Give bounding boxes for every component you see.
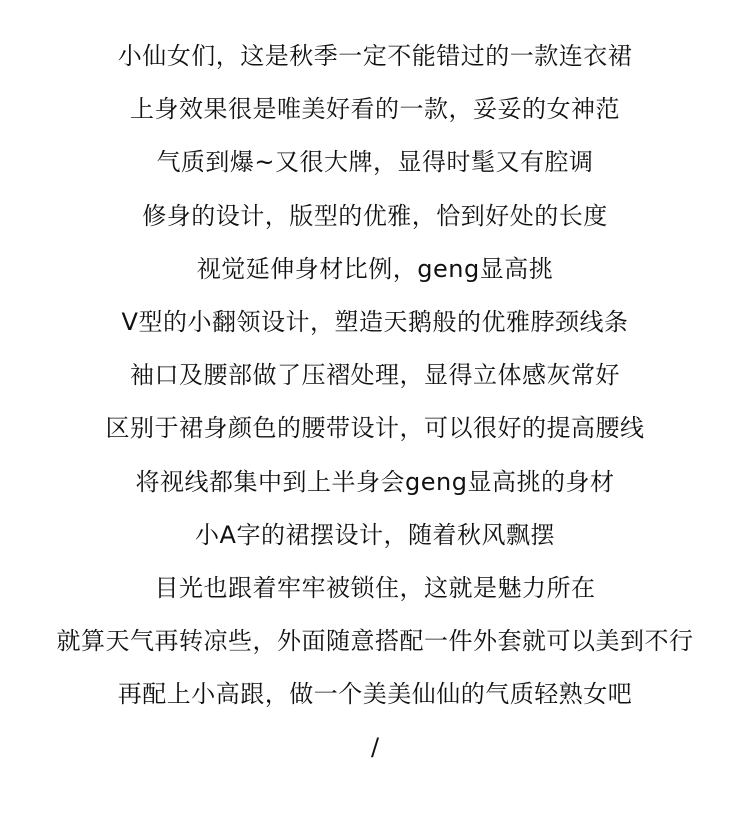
text-line: V型的小翻领设计，塑造天鹅般的优雅脖颈线条 xyxy=(121,307,629,336)
text-line: 气质到爆~又很大牌，显得时髦又有腔调 xyxy=(156,148,594,177)
text-line: 上身效果很是唯美好看的一款，妥妥的女神范 xyxy=(130,95,620,124)
slash-mark: / xyxy=(370,733,380,762)
text-line: 修身的设计，版型的优雅，恰到好处的长度 xyxy=(142,201,608,230)
text-line: 视觉延伸身材比例，geng显高挑 xyxy=(196,254,554,283)
text-line: 区别于裙身颜色的腰带设计，可以很好的提高腰线 xyxy=(105,414,645,443)
text-line: 目光也跟着牢牢被锁住，这就是魅力所在 xyxy=(154,573,596,602)
text-line: 小A字的裙摆设计，随着秋风飘摆 xyxy=(195,520,555,549)
text-line: 袖口及腰部做了压褶处理，显得立体感灰常好 xyxy=(130,361,620,390)
text-line: 小仙女们，这是秋季一定不能错过的一款连衣裙 xyxy=(117,42,633,70)
text-line: 再配上小高跟，做一个美美仙仙的气质轻熟女吧 xyxy=(117,680,633,709)
text-line: 就算天气再转凉些，外面随意搭配一件外套就可以美到不行 xyxy=(56,627,694,656)
text-line: 将视线都集中到上半身会geng显高挑的身材 xyxy=(135,467,615,496)
